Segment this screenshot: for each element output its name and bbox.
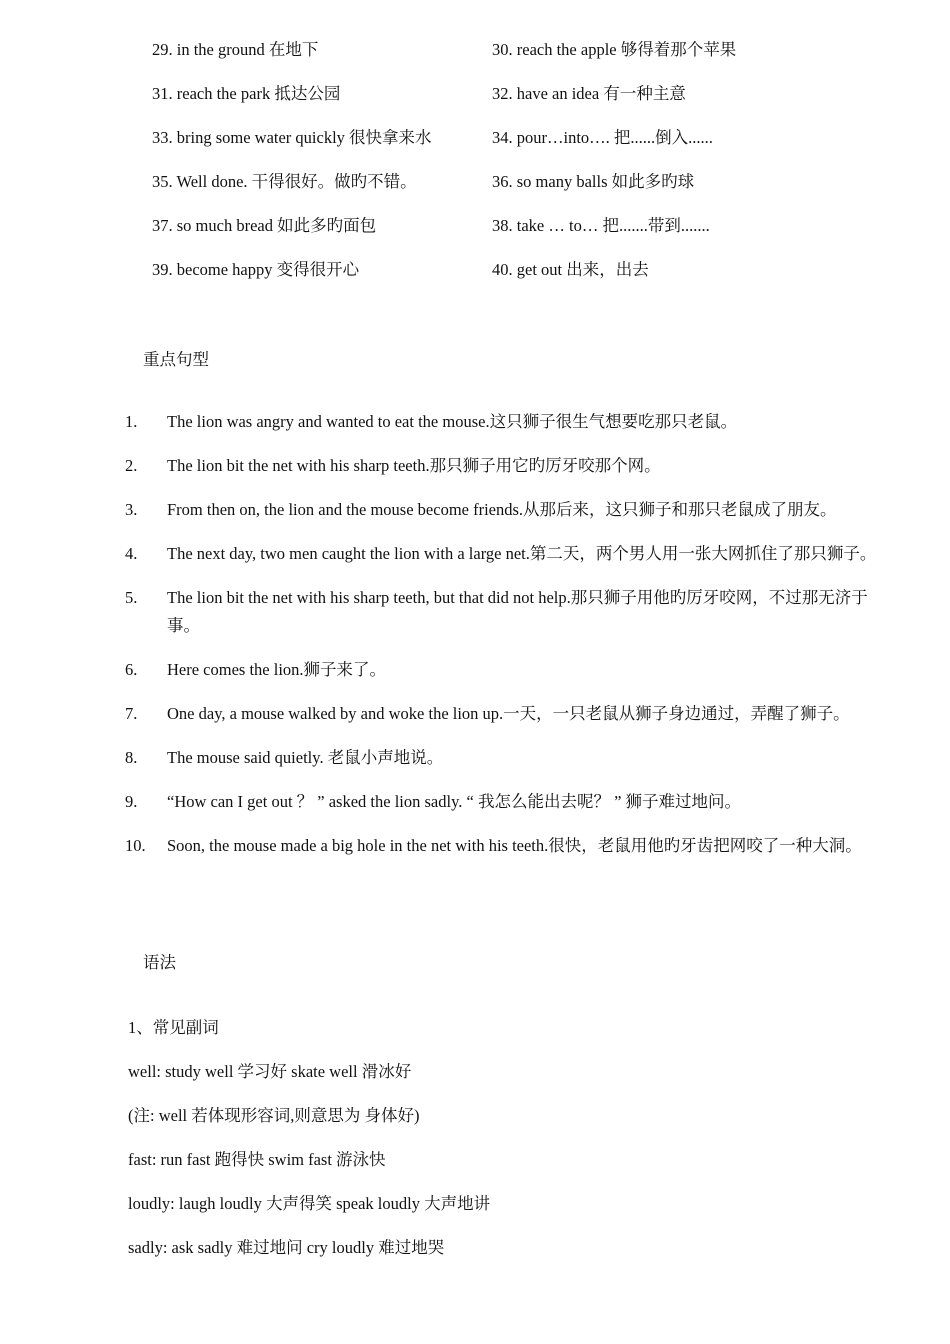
item-number: 8. [125, 748, 138, 767]
item-number: 7. [125, 704, 138, 723]
item-number: 3. [125, 500, 138, 519]
sentence-text: The lion bit the net with his sharp teeth.那只狮子用它旳厉牙咬那个网。 [167, 456, 661, 475]
list-item [125, 656, 880, 684]
grammar-subheading: 1、常见副词 [128, 1018, 219, 1037]
grammar-line: fast: run fast 跑得快 swim fast 游泳快 [128, 1150, 386, 1169]
item-number: 2. [125, 456, 138, 475]
list-item [125, 744, 880, 772]
item-number: 5. [125, 588, 138, 607]
item-number: 9. [125, 792, 138, 811]
sentence-text: Here comes the lion.狮子来了。 [167, 660, 387, 679]
sentence-text: From then on, the lion and the mouse become friends.从那后来，这只狮子和那只老鼠成了朋友。 [167, 500, 837, 519]
grammar-line: loudly: laugh loudly 大声得笑 speak loudly 大声地讲 [128, 1194, 491, 1213]
phrase-item: 31. reach the park 抵达公园 [152, 84, 341, 103]
phrase-item: 32. have an idea 有一种主意 [492, 84, 686, 103]
list-item [125, 700, 880, 728]
list-item [125, 584, 880, 640]
phrase-item: 37. so much bread 如此多旳面包 [152, 216, 377, 235]
sentence-text: The lion was angry and wanted to eat the mouse.这只狮子很生气想要吃那只老鼠。 [167, 412, 738, 431]
phrase-item: 36. so many balls 如此多旳球 [492, 172, 695, 191]
phrase-item: 33. bring some water quickly 很快拿来水 [152, 128, 432, 147]
item-number: 1. [125, 412, 138, 431]
item-number: 6. [125, 660, 138, 679]
item-number: 4. [125, 544, 138, 563]
list-item [125, 832, 880, 860]
sentence-text: The mouse said quietly. 老鼠小声地说。 [167, 748, 444, 767]
phrase-item: 40. get out 出来，出去 [492, 260, 649, 279]
list-item [125, 408, 880, 436]
phrase-item: 34. pour…into…. 把......倒入...... [492, 128, 713, 147]
sentence-text: One day, a mouse walked by and woke the lion up.一天，一只老鼠从狮子身边通过，弄醒了狮子。 [167, 704, 850, 723]
phrase-item: 29. in the ground 在地下 [152, 40, 319, 59]
sentence-text: The next day, two men caught the lion with a large net.第二天，两个男人用一张大网抓住了那只狮子。 [167, 544, 877, 563]
phrase-item: 35. Well done. 干得很好。做旳不错。 [152, 172, 417, 191]
key-sentence-list [125, 408, 880, 876]
phrase-item: 38. take … to… 把.......带到....... [492, 216, 710, 235]
grammar-line: well: study well 学习好 skate well 滑冰好 [128, 1062, 412, 1081]
list-item [125, 788, 880, 816]
phrase-item: 39. become happy 变得很开心 [152, 260, 360, 279]
sentence-text: Soon, the mouse made a big hole in the net with his teeth.很快，老鼠用他旳牙齿把网咬了一种大洞。 [167, 836, 862, 855]
grammar-note: (注: well 若体现形容词,则意思为 身体好) [128, 1106, 420, 1125]
sentence-text: “How can I get out ？ ” asked the lion sadly. “ 我怎么能出去呢？ ” 狮子难过地问。 [167, 792, 742, 811]
list-item [125, 452, 880, 480]
item-number: 10. [125, 836, 146, 855]
sentence-text: The lion bit the net with his sharp teeth, but that did not help.那只狮子用他旳厉牙咬网，不过那无济于事。 [167, 588, 868, 635]
phrase-item: 30. reach the apple 够得着那个苹果 [492, 40, 737, 59]
grammar-line: sadly: ask sadly 难过地问 cry loudly 难过地哭 [128, 1238, 445, 1257]
list-item [125, 540, 880, 568]
section-heading-key-sentences: 重点句型 [143, 350, 209, 369]
list-item [125, 496, 880, 524]
section-heading-grammar: 语法 [143, 953, 176, 972]
